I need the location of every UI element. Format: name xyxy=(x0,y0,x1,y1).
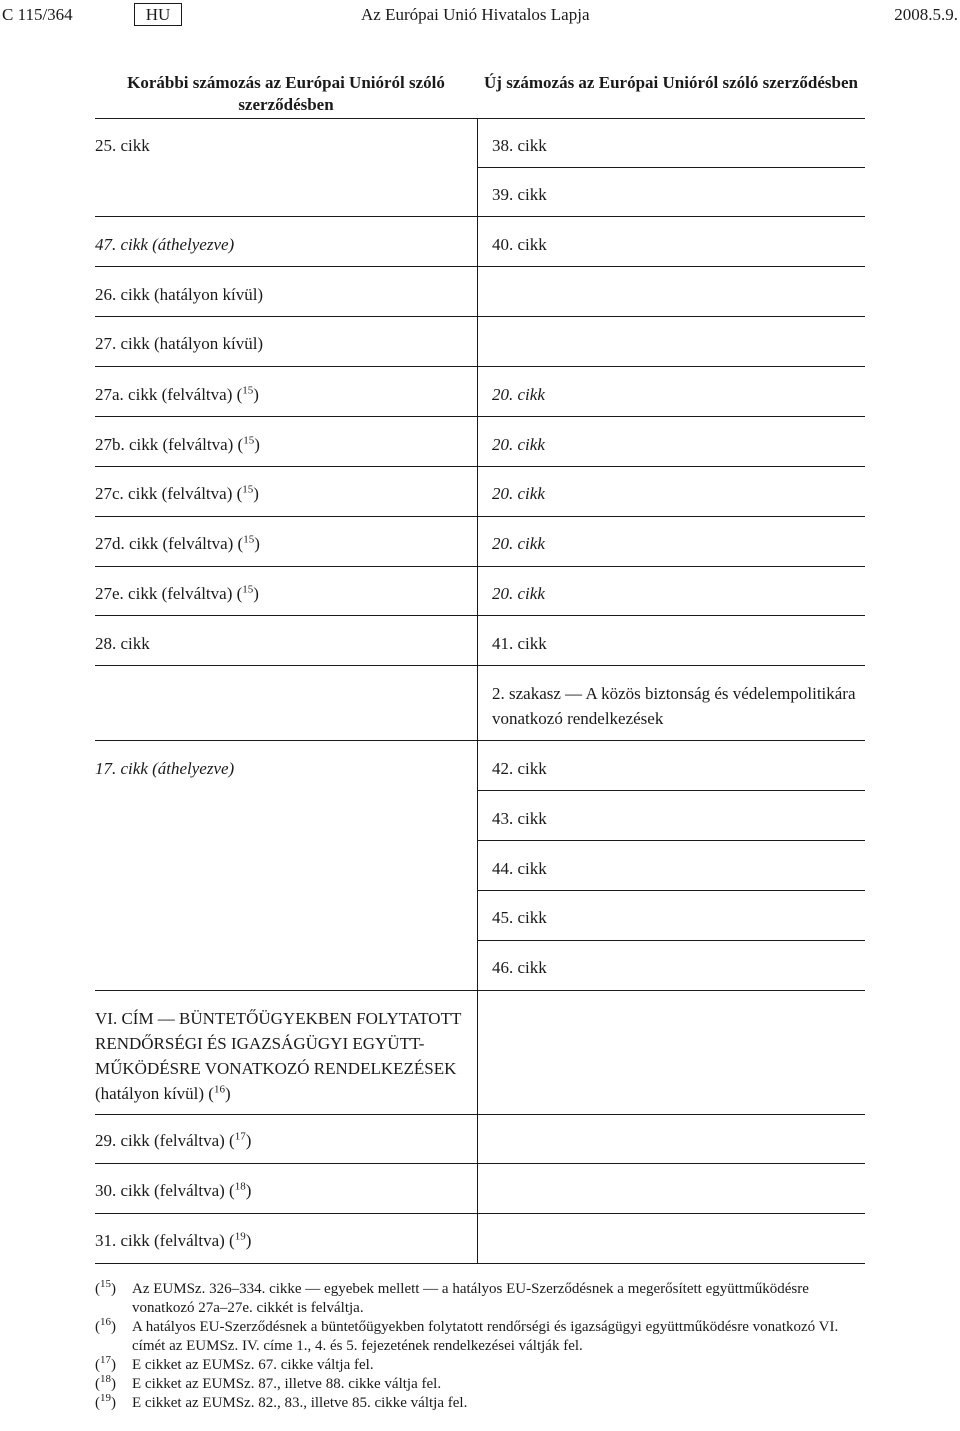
old-number-text: 31. cikk (felváltva) ( xyxy=(95,1231,235,1250)
row-rule xyxy=(477,790,865,791)
publication-date: 2008.5.9. xyxy=(894,5,958,24)
old-number: 27c. cikk (felváltva) ($^{15}$) xyxy=(95,483,259,503)
old-number: 27d. cikk (felváltva) ($^{15}$) xyxy=(95,533,260,553)
footnote-number-value: 15 xyxy=(100,1278,111,1290)
old-number: 27. cikk (hatályon kívül) xyxy=(95,334,264,353)
footnote-ref[interactable]: 15 xyxy=(242,583,254,596)
old-number-text: 27d. cikk (felváltva) ( xyxy=(95,534,244,553)
footnote-text: E cikket az EUMSz. 82., 83., illetve 85. cikke váltja fel. xyxy=(132,1395,468,1411)
row-rule xyxy=(95,466,865,467)
footnote-ref[interactable]: 15 xyxy=(243,533,255,546)
row-rule xyxy=(95,216,865,217)
footnote-number-value: 17 xyxy=(100,1354,111,1366)
new-number: 20. cikk xyxy=(492,484,545,503)
footnote-number-value: 19 xyxy=(100,1392,111,1404)
language-badge: HU xyxy=(134,3,182,26)
footnote-number: ($^{17}$) xyxy=(95,1354,116,1373)
row-rule xyxy=(477,840,865,841)
old-number: 17. cikk (áthelyezve) xyxy=(95,759,235,778)
footnote-ref[interactable]: 16 xyxy=(213,1083,225,1096)
new-number: 39. cikk xyxy=(492,185,547,204)
title-heading: VI. CÍM — BÜNTETŐÜGYEKBEN FOLYTATOTT RENDŐRSÉGI ÉS IGAZSÁGÜGYI EGYÜTT-MŰKÖDÉSRE VONATKOZÓ RENDELKEZÉSEK (hatályon kívül) ($^{16}$) xyxy=(95,1009,462,1103)
new-number: 45. cikk xyxy=(492,908,547,927)
row-rule xyxy=(477,940,865,941)
row-rule xyxy=(95,1213,865,1214)
row-rule xyxy=(95,266,865,267)
footnote-number: ($^{19}$) xyxy=(95,1392,116,1411)
old-number-text: 27c. cikk (felváltva) ( xyxy=(95,484,243,503)
footnote-ref[interactable]: 15 xyxy=(242,483,254,496)
journal-title: Az Európai Unió Hivatalos Lapja xyxy=(361,5,590,24)
old-number: 27e. cikk (felváltva) ($^{15}$) xyxy=(95,583,259,603)
footnote xyxy=(95,1356,865,1375)
footnote-ref[interactable]: 17 xyxy=(234,1130,246,1143)
footnote-text: E cikket az EUMSz. 87., illetve 88. cikke váltja fel. xyxy=(132,1376,442,1392)
row-rule xyxy=(95,990,865,991)
row-rule xyxy=(95,740,865,741)
old-number: 29. cikk (felváltva) ($^{17}$) xyxy=(95,1130,252,1150)
footnote-number-value: 16 xyxy=(100,1316,111,1328)
new-number: 38. cikk xyxy=(492,136,547,155)
footnotes xyxy=(95,1280,865,1413)
footnote-text: Az EUMSz. 326–334. cikke — egyebek mellett — a hatályos EU-Szerződésnek a megerősített együttműködésre vonatkozó 27a–27e. cikkét is felváltja. xyxy=(132,1281,809,1316)
old-number: 31. cikk (felváltva) ($^{19}$) xyxy=(95,1230,252,1250)
new-number: 20. cikk xyxy=(492,435,545,454)
new-number: 20. cikk xyxy=(492,385,545,404)
new-number: 44. cikk xyxy=(492,859,547,878)
row-rule xyxy=(95,1114,865,1115)
table-top-rule xyxy=(95,118,865,119)
footnote xyxy=(95,1318,865,1356)
footnote xyxy=(95,1375,865,1394)
old-number-text: 27b. cikk (felváltva) ( xyxy=(95,435,244,454)
row-rule xyxy=(95,416,865,417)
new-number: 41. cikk xyxy=(492,634,547,653)
row-rule xyxy=(95,665,865,666)
old-number xyxy=(95,232,465,257)
footnote-text: A hatályos EU-Szerződésnek a büntetőügyekben folytatott rendőrségi és igazságügyi együttműködésre vonatkozó VI. címét az EUMSz. IV. címe 1., 4. és 5. fejezetének rendelkezései váltják fel. xyxy=(132,1319,839,1354)
footnote xyxy=(95,1394,865,1413)
section-heading: 2. szakasz — A közös biztonság és védelempolitikára vonatkozó rendelkezések xyxy=(492,684,856,728)
footnote-ref[interactable]: 18 xyxy=(234,1180,246,1193)
old-number: 27a. cikk (felváltva) ($^{15}$) xyxy=(95,384,259,404)
row-rule xyxy=(95,516,865,517)
footnote-number-value: 18 xyxy=(100,1373,111,1385)
new-number: 46. cikk xyxy=(492,958,547,977)
right-column-heading: Új számozás az Európai Unióról szóló szerződésben xyxy=(484,73,858,92)
old-number: 28. cikk xyxy=(95,634,150,653)
new-number: 43. cikk xyxy=(492,809,547,828)
page-reference: C 115/364 xyxy=(2,5,73,24)
old-number: 27b. cikk (felváltva) ($^{15}$) xyxy=(95,434,260,454)
row-rule xyxy=(95,316,865,317)
new-number: 20. cikk xyxy=(492,534,545,553)
old-number: 26. cikk (hatályon kívül) xyxy=(95,285,264,304)
new-number: 20. cikk xyxy=(492,584,545,603)
old-number-text: 27a. cikk (felváltva) ( xyxy=(95,385,243,404)
row-rule xyxy=(95,615,865,616)
footnote-number: ($^{16}$) xyxy=(95,1316,116,1335)
row-rule xyxy=(477,890,865,891)
row-rule xyxy=(477,167,865,168)
footnote-number: ($^{18}$) xyxy=(95,1373,116,1392)
title-heading-text: VI. CÍM — BÜNTETŐÜGYEKBEN FOLYTATOTT RENDŐRSÉGI ÉS IGAZSÁGÜGYI EGYÜTT-MŰKÖDÉSRE VONATKOZÓ RENDELKEZÉSEK (hatályon kívül) ( xyxy=(95,1009,462,1103)
footnote-text: E cikket az EUMSz. 67. cikke váltja fel. xyxy=(132,1357,374,1373)
footnote-ref[interactable]: 15 xyxy=(243,434,255,447)
row-rule xyxy=(95,366,865,367)
old-number: 30. cikk (felváltva) ($^{18}$) xyxy=(95,1180,252,1200)
row-rule xyxy=(95,566,865,567)
column-divider xyxy=(477,118,478,1263)
old-number-text: 27e. cikk (felváltva) ( xyxy=(95,584,243,603)
old-number-text: 30. cikk (felváltva) ( xyxy=(95,1181,235,1200)
new-number: 40. cikk xyxy=(492,235,547,254)
old-number-text: 47. cikk (áthelyezve) xyxy=(95,235,235,254)
page-header xyxy=(0,0,960,30)
old-number: 25. cikk xyxy=(95,136,150,155)
footnote-number: ($^{15}$) xyxy=(95,1278,116,1297)
footnote-ref[interactable]: 19 xyxy=(234,1230,246,1243)
row-rule xyxy=(95,1163,865,1164)
new-number: 42. cikk xyxy=(492,759,547,778)
old-number-text: 29. cikk (felváltva) ( xyxy=(95,1131,235,1150)
footnote xyxy=(95,1280,865,1318)
table-bottom-rule xyxy=(95,1263,865,1264)
footnote-ref[interactable]: 15 xyxy=(242,384,254,397)
left-column-heading: Korábbi számozás az Európai Unióról szóló szerződésben xyxy=(127,73,445,114)
